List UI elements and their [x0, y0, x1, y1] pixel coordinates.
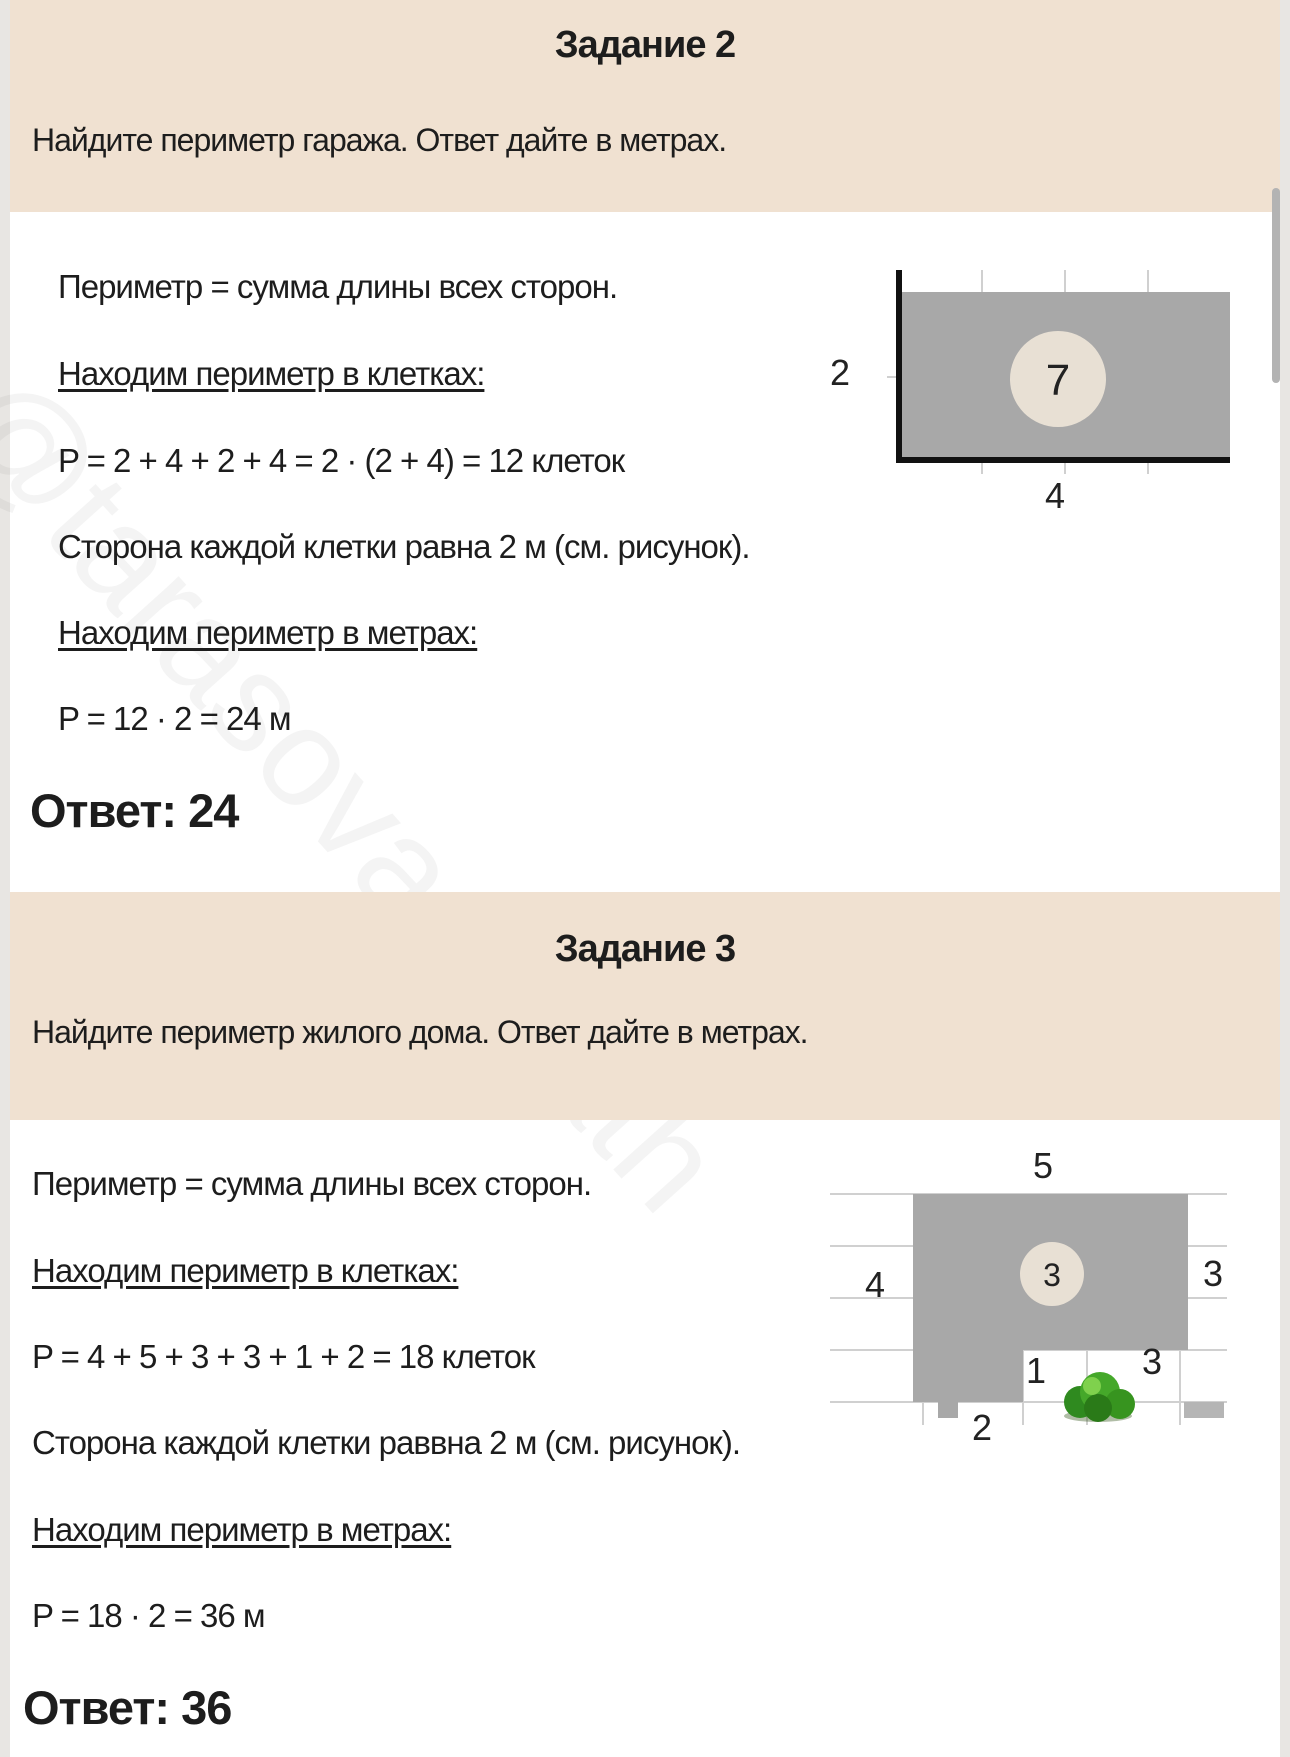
- task3-header: [10, 892, 1280, 1120]
- grey-block-right: [1184, 1402, 1224, 1418]
- task2-line-3: P = 2 + 4 + 2 + 4 = 2 · (2 + 4) = 12 клеток: [58, 442, 625, 479]
- task3-top-label: 5: [1032, 1145, 1054, 1186]
- task2-question: Найдите периметр гаража. Ответ дайте в метрах.: [32, 122, 727, 158]
- task2-line-4: Сторона каждой клетки равна 2 м (см. рисунок).: [58, 528, 750, 565]
- task3-title: Задание 3: [554, 928, 736, 970]
- task3-line-1: Периметр = сумма длины всех сторон.: [32, 1165, 592, 1202]
- task3-line-4: Сторона каждой клетки раввна 2 м (см. рисунок).: [32, 1424, 741, 1461]
- task3-line-3: P = 4 + 5 + 3 + 3 + 1 + 2 = 18 клеток: [32, 1338, 535, 1375]
- task3-right-label: 3: [1202, 1253, 1224, 1294]
- task2-line-6: P = 12 · 2 = 24 м: [58, 700, 291, 737]
- task3-line-2: Находим периметр в клетках:: [32, 1252, 459, 1289]
- task2-answer: Ответ: 24: [30, 784, 239, 837]
- task2-badge-label: 7: [1045, 356, 1071, 405]
- task3-badge-label: 3: [1043, 1257, 1061, 1293]
- task3-inner-right-label: 3: [1141, 1341, 1163, 1382]
- task2-side-label: 2: [829, 352, 851, 393]
- task2-figure: [815, 262, 1235, 522]
- task2-line-1: Периметр = сумма длины всех сторон.: [58, 268, 618, 305]
- task3-inner-left-label: 1: [1025, 1350, 1047, 1391]
- task2-line-5: Находим периметр в метрах:: [58, 614, 478, 651]
- tree-icon: [1064, 1372, 1135, 1422]
- page: [10, 0, 1280, 1757]
- task3-bottom-label: 2: [971, 1407, 993, 1448]
- grey-block-left: [938, 1402, 958, 1418]
- task3-left-label: 4: [864, 1264, 886, 1305]
- task3-line-6: P = 18 · 2 = 36 м: [32, 1597, 265, 1634]
- task2-header: [10, 0, 1280, 212]
- task3-question: Найдите периметр жилого дома. Ответ дайте в метрах.: [32, 1014, 808, 1050]
- task3-line-5: Находим периметр в метрах:: [32, 1511, 452, 1548]
- task3-figure: [830, 1140, 1250, 1460]
- task3-answer: Ответ: 36: [23, 1681, 232, 1734]
- task2-title: Задание 2: [554, 24, 736, 66]
- task2-bottom-label: 4: [1044, 475, 1066, 516]
- task2-line-2: Находим периметр в клетках:: [58, 355, 485, 392]
- scrollbar[interactable]: [1272, 188, 1280, 383]
